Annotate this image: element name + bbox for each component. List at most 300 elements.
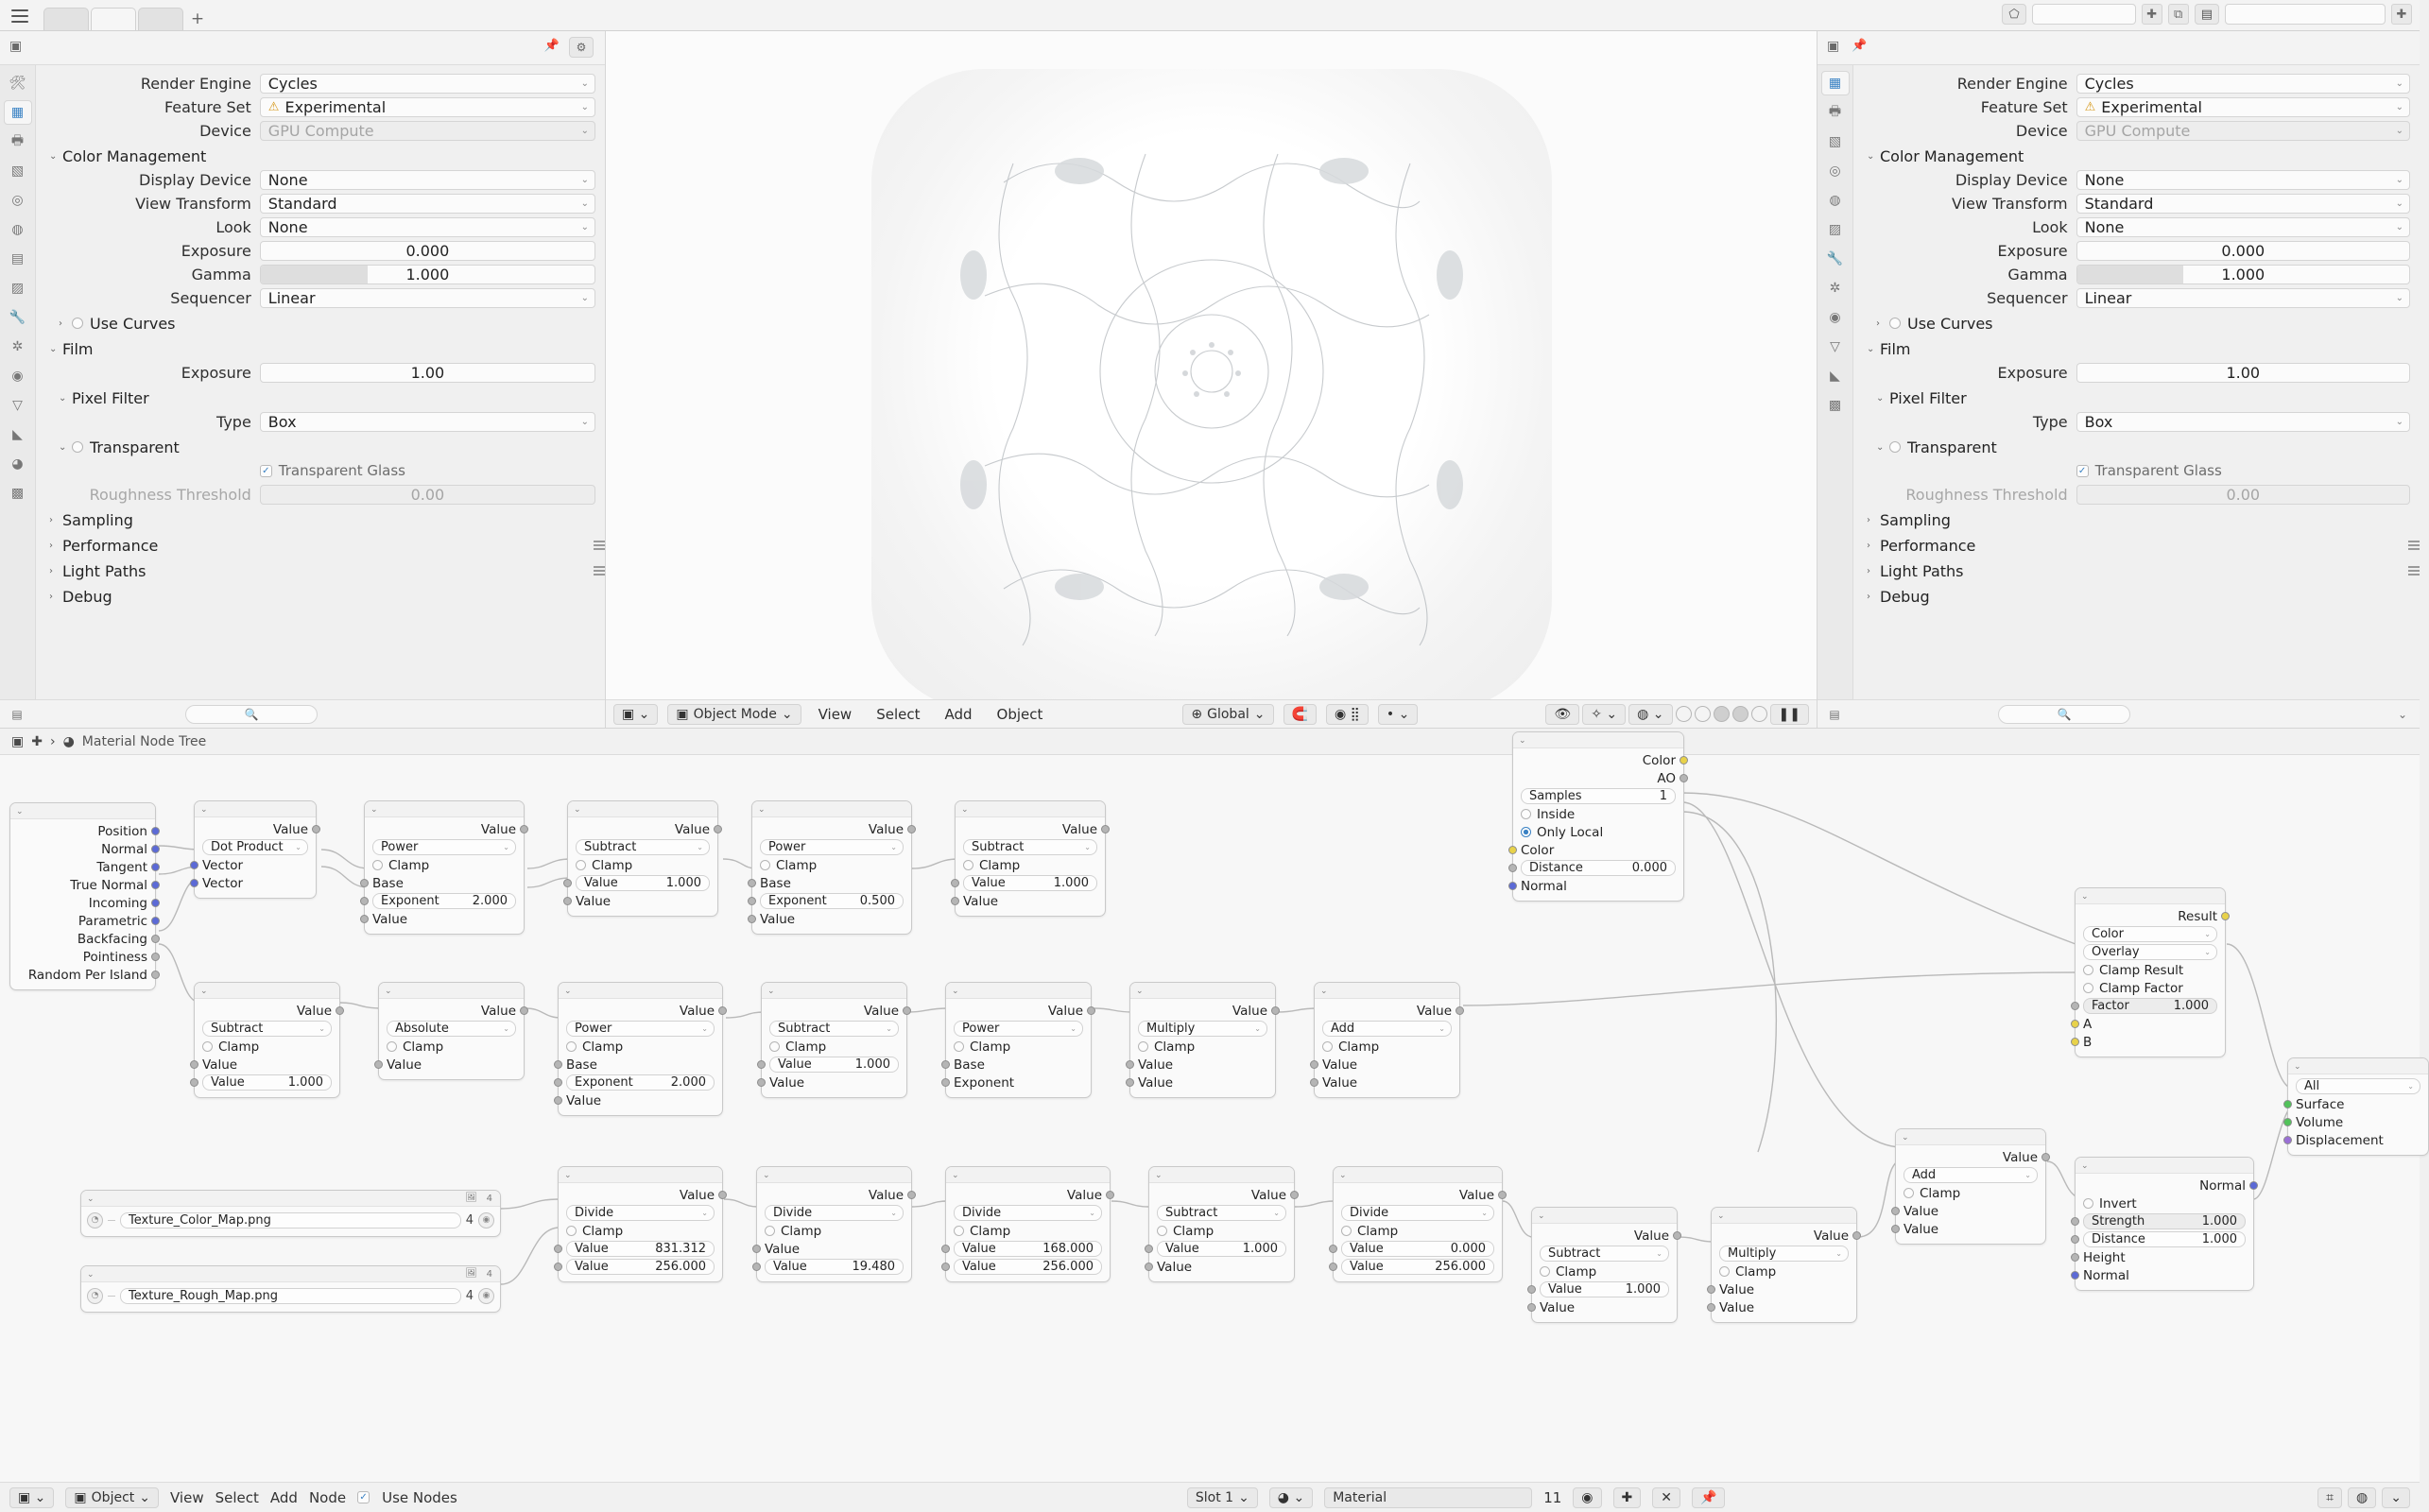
input-normal[interactable] <box>2076 1266 2253 1284</box>
collection-properties-icon[interactable]: ▤ <box>10 251 25 266</box>
performance-section[interactable] <box>36 535 605 556</box>
light-paths-options-icon[interactable] <box>2408 566 2420 576</box>
input-value-1[interactable] <box>956 874 1105 892</box>
look-dropdown[interactable] <box>2076 217 2410 237</box>
output-parametric[interactable] <box>10 912 155 930</box>
socket-in[interactable] <box>2071 1271 2079 1280</box>
clamp-row[interactable] <box>559 1222 722 1240</box>
tool-icon[interactable]: 🛠 <box>9 76 26 91</box>
operation-dropdown[interactable] <box>760 839 904 855</box>
shield-icon[interactable]: ◉ <box>478 1212 494 1228</box>
node-header[interactable] <box>195 983 339 999</box>
node-math-multiply-2[interactable] <box>1711 1207 1857 1323</box>
blend-mode-dropdown[interactable] <box>2083 944 2217 960</box>
input-a[interactable] <box>2076 1015 2225 1033</box>
output-value[interactable] <box>559 1002 722 1020</box>
input-base[interactable] <box>946 1056 1091 1074</box>
socket-out[interactable] <box>903 1006 911 1015</box>
socket-in[interactable] <box>1527 1285 1536 1294</box>
socket-in[interactable] <box>1707 1285 1715 1294</box>
color-management-section[interactable] <box>36 146 605 166</box>
value-field-1[interactable] <box>1341 1241 1494 1257</box>
distance-field[interactable] <box>1521 860 1676 876</box>
pixel-filter-section[interactable] <box>1853 387 2420 408</box>
socket-in[interactable] <box>554 1263 562 1271</box>
socket-in[interactable] <box>360 897 369 905</box>
socket-out[interactable] <box>907 825 916 833</box>
socket-in[interactable] <box>1891 1225 1900 1233</box>
pin-icon[interactable]: 📌 <box>543 39 560 53</box>
clamp-result-checkbox[interactable] <box>2083 965 2093 975</box>
socket-in[interactable] <box>748 915 756 923</box>
node-header[interactable] <box>10 803 155 819</box>
shading-options-icon[interactable] <box>1751 706 1767 722</box>
node-material-output[interactable] <box>2287 1057 2429 1156</box>
clamp-checkbox[interactable] <box>1322 1041 1333 1052</box>
shader-node-editor[interactable] <box>0 728 2420 1512</box>
socket-in[interactable] <box>1329 1245 1337 1253</box>
object-menu[interactable]: Object <box>996 705 1043 723</box>
physics-properties-icon[interactable]: ◉ <box>1829 310 1841 325</box>
output-properties-icon[interactable]: 🖶 <box>1828 104 1842 119</box>
output-ao[interactable] <box>1513 769 1683 787</box>
input-value-2[interactable] <box>1532 1298 1677 1316</box>
output-normal[interactable] <box>2076 1177 2253 1194</box>
view-transform-dropdown[interactable] <box>260 194 595 214</box>
node-header[interactable] <box>559 983 722 999</box>
value-field-2[interactable] <box>1341 1259 1494 1275</box>
input-volume[interactable] <box>2288 1113 2428 1131</box>
input-value-1[interactable] <box>757 1240 911 1258</box>
clamp-checkbox[interactable] <box>566 1226 577 1236</box>
window-tab-strip[interactable] <box>43 2 210 30</box>
node-math-subtract-4[interactable] <box>761 982 907 1098</box>
node-math-multiply-1[interactable] <box>1129 982 1276 1098</box>
input-distance[interactable] <box>1513 859 1683 877</box>
socket-in[interactable] <box>374 1060 383 1069</box>
socket-in[interactable] <box>752 1263 761 1271</box>
operation-dropdown[interactable] <box>1322 1021 1452 1037</box>
pin-icon[interactable]: 📌 <box>1852 39 1868 53</box>
use-nodes-toggle[interactable] <box>357 1489 457 1506</box>
color-management-section[interactable] <box>1853 146 2420 166</box>
socket-in[interactable] <box>2283 1136 2292 1144</box>
shading-wireframe-icon[interactable] <box>1676 706 1692 722</box>
collapse-icon[interactable]: ⌄ <box>961 805 969 815</box>
exponent-field[interactable] <box>760 893 904 909</box>
output-value[interactable] <box>752 820 911 838</box>
operation-dropdown[interactable] <box>954 1205 1102 1221</box>
input-value-1[interactable] <box>946 1240 1110 1258</box>
socket-in[interactable] <box>2071 1253 2079 1262</box>
editor-type-icon[interactable]: ▣ <box>1827 39 1840 54</box>
clamp-checkbox[interactable] <box>963 860 973 870</box>
socket-in[interactable] <box>1707 1303 1715 1312</box>
sampling-section[interactable] <box>1853 509 2420 530</box>
render-engine-dropdown[interactable] <box>2076 74 2410 94</box>
socket-out[interactable] <box>151 917 160 925</box>
socket-in[interactable] <box>757 1060 766 1069</box>
image-name-field[interactable] <box>120 1212 461 1228</box>
value-field[interactable] <box>202 1074 332 1091</box>
scene-selector[interactable]: ⬠ <box>2002 4 2025 25</box>
socket-in[interactable] <box>1508 864 1517 872</box>
socket-in[interactable] <box>360 879 369 887</box>
unlink-material-icon[interactable]: ✕ <box>1652 1487 1680 1508</box>
input-value-2[interactable] <box>559 1258 722 1276</box>
input-displacement[interactable] <box>2288 1131 2428 1149</box>
clamp-row[interactable] <box>1315 1038 1459 1056</box>
output-tangent[interactable] <box>10 858 155 876</box>
clamp-row[interactable] <box>946 1038 1091 1056</box>
socket-in[interactable] <box>563 879 572 887</box>
input-value-2[interactable] <box>1149 1258 1294 1276</box>
node-header[interactable] <box>956 801 1105 817</box>
socket-in[interactable] <box>554 1078 562 1087</box>
value-field-2[interactable] <box>765 1259 904 1275</box>
clamp-factor-row[interactable] <box>2076 979 2225 997</box>
scene-name-field[interactable] <box>2032 4 2136 25</box>
browse-image-icon[interactable]: ◔ <box>87 1288 103 1304</box>
input-b[interactable] <box>2076 1033 2225 1051</box>
socket-in[interactable] <box>757 1078 766 1087</box>
clamp-checkbox[interactable] <box>576 860 586 870</box>
performance-options-icon[interactable] <box>594 541 605 550</box>
clamp-checkbox[interactable] <box>1138 1041 1148 1052</box>
only-local-checkbox[interactable] <box>1521 827 1531 837</box>
socket-out[interactable] <box>151 971 160 979</box>
socket-in[interactable] <box>941 1078 950 1087</box>
value-field[interactable] <box>963 875 1097 891</box>
add-menu[interactable]: Add <box>269 1488 298 1506</box>
slot-dropdown[interactable]: Slot 1 ⌄ <box>1187 1487 1258 1508</box>
editor-type-icon[interactable]: ▤ <box>11 707 23 721</box>
collapse-icon[interactable]: ⌄ <box>1519 736 1526 746</box>
input-value[interactable] <box>379 1056 524 1074</box>
display-device-dropdown[interactable] <box>260 170 595 190</box>
node-ambient-occlusion[interactable] <box>1512 731 1684 902</box>
clamp-row[interactable] <box>762 1038 906 1056</box>
editor-type-icon[interactable]: ▣ <box>11 734 25 749</box>
input-factor[interactable] <box>2076 997 2225 1015</box>
clamp-row[interactable] <box>1532 1263 1677 1280</box>
input-value-2[interactable] <box>757 1258 911 1276</box>
clamp-checkbox[interactable] <box>387 1041 397 1052</box>
value-field-2[interactable] <box>566 1259 715 1275</box>
value-field-1[interactable] <box>1157 1241 1286 1257</box>
socket-out[interactable] <box>1852 1231 1861 1240</box>
node-math-divide-2[interactable] <box>756 1166 912 1282</box>
collapse-icon[interactable]: ⌄ <box>1320 987 1328 996</box>
shading-solid-icon[interactable] <box>1695 706 1711 722</box>
socket-in[interactable] <box>1891 1207 1900 1215</box>
node-header[interactable] <box>365 801 524 817</box>
pixel-filter-type-dropdown[interactable] <box>2076 412 2410 432</box>
output-value[interactable] <box>568 820 717 838</box>
node-header[interactable] <box>752 801 911 817</box>
shading-rendered-icon[interactable] <box>1732 706 1749 722</box>
input-exponent[interactable] <box>559 1074 722 1091</box>
browse-material-icon[interactable]: ◕ ⌄ <box>1269 1487 1313 1508</box>
collapse-icon[interactable]: ⌄ <box>200 805 208 815</box>
view-menu[interactable]: View <box>818 705 853 723</box>
node-header[interactable] <box>2076 1158 2253 1174</box>
view-menu[interactable]: View <box>170 1488 204 1506</box>
input-value-2[interactable] <box>1896 1220 2045 1238</box>
properties-filter-icon[interactable]: ⚙ <box>569 37 594 58</box>
socket-in[interactable] <box>190 879 198 887</box>
socket-in[interactable] <box>1527 1303 1536 1312</box>
socket-in[interactable] <box>190 1060 198 1069</box>
input-value-1[interactable] <box>762 1056 906 1074</box>
transparent-glass-checkbox[interactable]: ✓ <box>260 465 272 477</box>
input-vector-1[interactable] <box>195 856 316 874</box>
node-math-power-2[interactable] <box>751 800 912 935</box>
socket-in[interactable] <box>2283 1118 2292 1126</box>
add-menu[interactable]: Add <box>944 705 973 723</box>
clamp-row[interactable] <box>1130 1038 1275 1056</box>
operation-dropdown[interactable] <box>387 1021 516 1037</box>
node-header[interactable] <box>81 1266 500 1282</box>
collapse-icon[interactable]: ⌄ <box>564 1171 572 1180</box>
material-name-field[interactable] <box>1324 1487 1532 1508</box>
socket-in[interactable] <box>941 1263 950 1271</box>
input-value-2[interactable] <box>568 892 717 910</box>
transparent-glass-checkbox[interactable]: ✓ <box>2076 465 2089 477</box>
socket-out[interactable] <box>1673 1231 1681 1240</box>
socket-in[interactable] <box>2071 1038 2079 1046</box>
device-dropdown[interactable] <box>260 121 595 141</box>
collapse-icon[interactable]: ⌄ <box>1538 1211 1545 1221</box>
target-dropdown[interactable] <box>2296 1078 2420 1094</box>
socket-out[interactable] <box>718 1006 727 1015</box>
output-value[interactable] <box>946 1186 1110 1204</box>
pause-render-button[interactable]: ❚❚ <box>1770 704 1809 725</box>
clamp-row[interactable] <box>1149 1222 1294 1240</box>
clamp-row[interactable] <box>365 856 524 874</box>
node-header[interactable] <box>1712 1208 1856 1224</box>
node-header[interactable] <box>757 1167 911 1183</box>
view-transform-dropdown[interactable] <box>2076 194 2410 214</box>
search-input[interactable] <box>1998 705 2130 724</box>
film-section[interactable] <box>36 338 605 359</box>
distance-field[interactable] <box>2083 1231 2246 1247</box>
clamp-row[interactable] <box>946 1222 1110 1240</box>
node-math-subtract-1[interactable] <box>567 800 718 917</box>
collapse-icon[interactable]: ⌄ <box>16 807 24 816</box>
clamp-checkbox[interactable] <box>1904 1188 1914 1198</box>
transparent-checkbox[interactable] <box>72 441 83 453</box>
physics-properties-icon[interactable]: ◉ <box>11 369 24 384</box>
node-math-divide-1[interactable] <box>558 1166 723 1282</box>
input-value[interactable] <box>752 910 911 928</box>
node-math-add-1[interactable] <box>1314 982 1460 1098</box>
input-value-2[interactable] <box>762 1074 906 1091</box>
look-dropdown[interactable] <box>260 217 595 237</box>
socket-out[interactable] <box>520 825 528 833</box>
socket-out[interactable] <box>151 953 160 961</box>
transparent-section[interactable] <box>1853 437 2420 457</box>
output-backfacing[interactable] <box>10 930 155 948</box>
socket-in[interactable] <box>951 897 959 905</box>
node-geometry[interactable] <box>9 802 156 990</box>
add-breadcrumb-icon[interactable]: ✚ <box>31 734 43 749</box>
light-paths-options-icon[interactable] <box>594 566 605 576</box>
exposure-slider[interactable] <box>2076 241 2410 261</box>
socket-out[interactable] <box>1290 1191 1299 1199</box>
inside-row[interactable] <box>1513 805 1683 823</box>
world-properties-icon[interactable]: ◍ <box>1829 193 1841 208</box>
particle-properties-icon[interactable]: ✲ <box>11 339 24 354</box>
node-header[interactable] <box>1513 732 1683 748</box>
socket-in[interactable] <box>748 897 756 905</box>
socket-in[interactable] <box>190 1078 198 1087</box>
strength-field[interactable] <box>2083 1213 2246 1229</box>
clamp-row[interactable] <box>1712 1263 1856 1280</box>
sequencer-dropdown[interactable] <box>2076 288 2410 308</box>
shield-icon[interactable]: ◉ <box>478 1288 494 1304</box>
node-menu[interactable]: Node <box>308 1488 347 1506</box>
collapse-icon[interactable]: ⌄ <box>763 1171 770 1180</box>
output-value[interactable] <box>1130 1002 1275 1020</box>
node-math-power-4[interactable] <box>945 982 1092 1098</box>
node-bump[interactable] <box>2075 1157 2254 1291</box>
clamp-checkbox[interactable] <box>202 1041 213 1052</box>
node-mix-rgb[interactable] <box>2075 887 2226 1057</box>
clamp-row[interactable] <box>757 1222 911 1240</box>
film-section[interactable] <box>1853 338 2420 359</box>
use-nodes-checkbox[interactable]: ✓ <box>357 1491 370 1503</box>
input-color[interactable] <box>1513 841 1683 859</box>
editor-type-icon[interactable]: ▤ <box>1829 707 1840 721</box>
operation-dropdown[interactable] <box>566 1205 715 1221</box>
use-curves-section[interactable] <box>1853 313 2420 334</box>
clamp-checkbox[interactable] <box>566 1041 577 1052</box>
input-value-1[interactable] <box>1130 1056 1275 1074</box>
select-menu[interactable]: Select <box>876 705 921 723</box>
window-tab[interactable] <box>91 8 136 30</box>
clamp-row[interactable] <box>1896 1184 2045 1202</box>
collapse-icon[interactable]: ⌄ <box>2081 892 2089 902</box>
data-properties-icon[interactable]: ◣ <box>1830 369 1840 384</box>
node-header[interactable] <box>2076 888 2225 904</box>
transform-orientation-dropdown[interactable]: ⊕ Global ⌄ <box>1182 704 1273 725</box>
clamp-checkbox[interactable] <box>760 860 770 870</box>
collapse-icon[interactable]: ⌄ <box>1136 987 1144 996</box>
invert-checkbox[interactable] <box>2083 1198 2093 1209</box>
collapse-icon[interactable]: ⌄ <box>200 987 208 996</box>
invert-row[interactable] <box>2076 1194 2253 1212</box>
output-value[interactable] <box>365 820 524 838</box>
operation-dropdown[interactable] <box>963 839 1097 855</box>
sequencer-dropdown[interactable] <box>260 288 595 308</box>
socket-in[interactable] <box>554 1096 562 1105</box>
node-header[interactable] <box>379 983 524 999</box>
output-value[interactable] <box>559 1186 722 1204</box>
output-value[interactable] <box>195 820 316 838</box>
socket-in[interactable] <box>1145 1263 1153 1271</box>
node-header[interactable] <box>762 983 906 999</box>
debug-section[interactable] <box>1853 586 2420 607</box>
clamp-checkbox[interactable] <box>954 1226 964 1236</box>
new-view-layer-icon[interactable]: ✚ <box>2391 4 2412 25</box>
object-properties-icon[interactable]: ▨ <box>10 281 25 296</box>
input-base[interactable] <box>559 1056 722 1074</box>
socket-in[interactable] <box>748 879 756 887</box>
socket-out[interactable] <box>718 1191 727 1199</box>
material-properties-icon[interactable]: ▩ <box>1828 398 1842 413</box>
node-math-absolute[interactable] <box>378 982 525 1080</box>
output-pointiness[interactable] <box>10 948 155 966</box>
output-position[interactable] <box>10 822 155 840</box>
viewport-3d[interactable] <box>605 31 1817 728</box>
input-value-2[interactable] <box>1712 1298 1856 1316</box>
output-value[interactable] <box>762 1002 906 1020</box>
overlay-icon[interactable]: ◍ <box>2348 1487 2376 1508</box>
socket-out[interactable] <box>151 881 160 889</box>
viewport-shading-group[interactable] <box>1545 704 1809 725</box>
output-value[interactable] <box>1149 1186 1294 1204</box>
clamp-factor-checkbox[interactable] <box>2083 983 2093 993</box>
socket-in[interactable] <box>941 1060 950 1069</box>
collapse-icon[interactable]: ⌄ <box>767 987 775 996</box>
output-value[interactable] <box>946 1002 1091 1020</box>
exposure-slider[interactable] <box>260 241 595 261</box>
node-header[interactable] <box>559 1167 722 1183</box>
socket-in[interactable] <box>1310 1060 1318 1069</box>
socket-out[interactable] <box>1680 774 1688 782</box>
socket-in[interactable] <box>2071 1235 2079 1244</box>
input-value[interactable] <box>365 910 524 928</box>
transparent-checkbox[interactable] <box>1889 441 1901 453</box>
value-field-1[interactable] <box>954 1241 1102 1257</box>
light-paths-section[interactable] <box>36 560 605 581</box>
socket-in[interactable] <box>1310 1078 1318 1087</box>
clamp-row[interactable] <box>379 1038 524 1056</box>
debug-section[interactable] <box>36 586 605 607</box>
node-header[interactable] <box>946 983 1091 999</box>
socket-in[interactable] <box>752 1245 761 1253</box>
collapse-icon[interactable]: ⌄ <box>370 805 378 815</box>
value-field-1[interactable] <box>566 1241 715 1257</box>
input-value-1[interactable] <box>1334 1240 1502 1258</box>
output-value[interactable] <box>1532 1227 1677 1245</box>
input-value-1[interactable] <box>1896 1202 2045 1220</box>
select-menu[interactable]: Select <box>215 1488 259 1506</box>
pin-icon[interactable]: 📌 <box>1692 1487 1725 1508</box>
light-paths-section[interactable] <box>1853 560 2420 581</box>
socket-out[interactable] <box>151 899 160 907</box>
socket-in[interactable] <box>190 861 198 869</box>
view-layer-selector[interactable]: ▤ <box>2195 4 2219 25</box>
output-value[interactable] <box>379 1002 524 1020</box>
proportional-edit-toggle[interactable]: ◉ ⣿ <box>1326 704 1369 725</box>
node-math-divide-4[interactable] <box>1333 1166 1503 1282</box>
input-exponent[interactable] <box>365 892 524 910</box>
collapse-icon[interactable]: ⌄ <box>574 805 581 815</box>
socket-in[interactable] <box>554 1245 562 1253</box>
world-properties-icon[interactable]: ◍ <box>11 222 24 237</box>
fake-user-icon[interactable]: ◉ <box>1573 1487 1601 1508</box>
node-header[interactable] <box>1334 1167 1502 1183</box>
node-header[interactable] <box>1896 1129 2045 1145</box>
snap-toggle[interactable]: 🧲 <box>1283 704 1317 725</box>
browse-image-icon[interactable]: ◔ <box>87 1212 103 1228</box>
collapse-icon[interactable]: ⌄ <box>758 805 766 815</box>
input-base[interactable] <box>365 874 524 892</box>
image-name-field[interactable] <box>120 1288 461 1304</box>
collapse-icon[interactable]: ⌄ <box>1155 1171 1163 1180</box>
